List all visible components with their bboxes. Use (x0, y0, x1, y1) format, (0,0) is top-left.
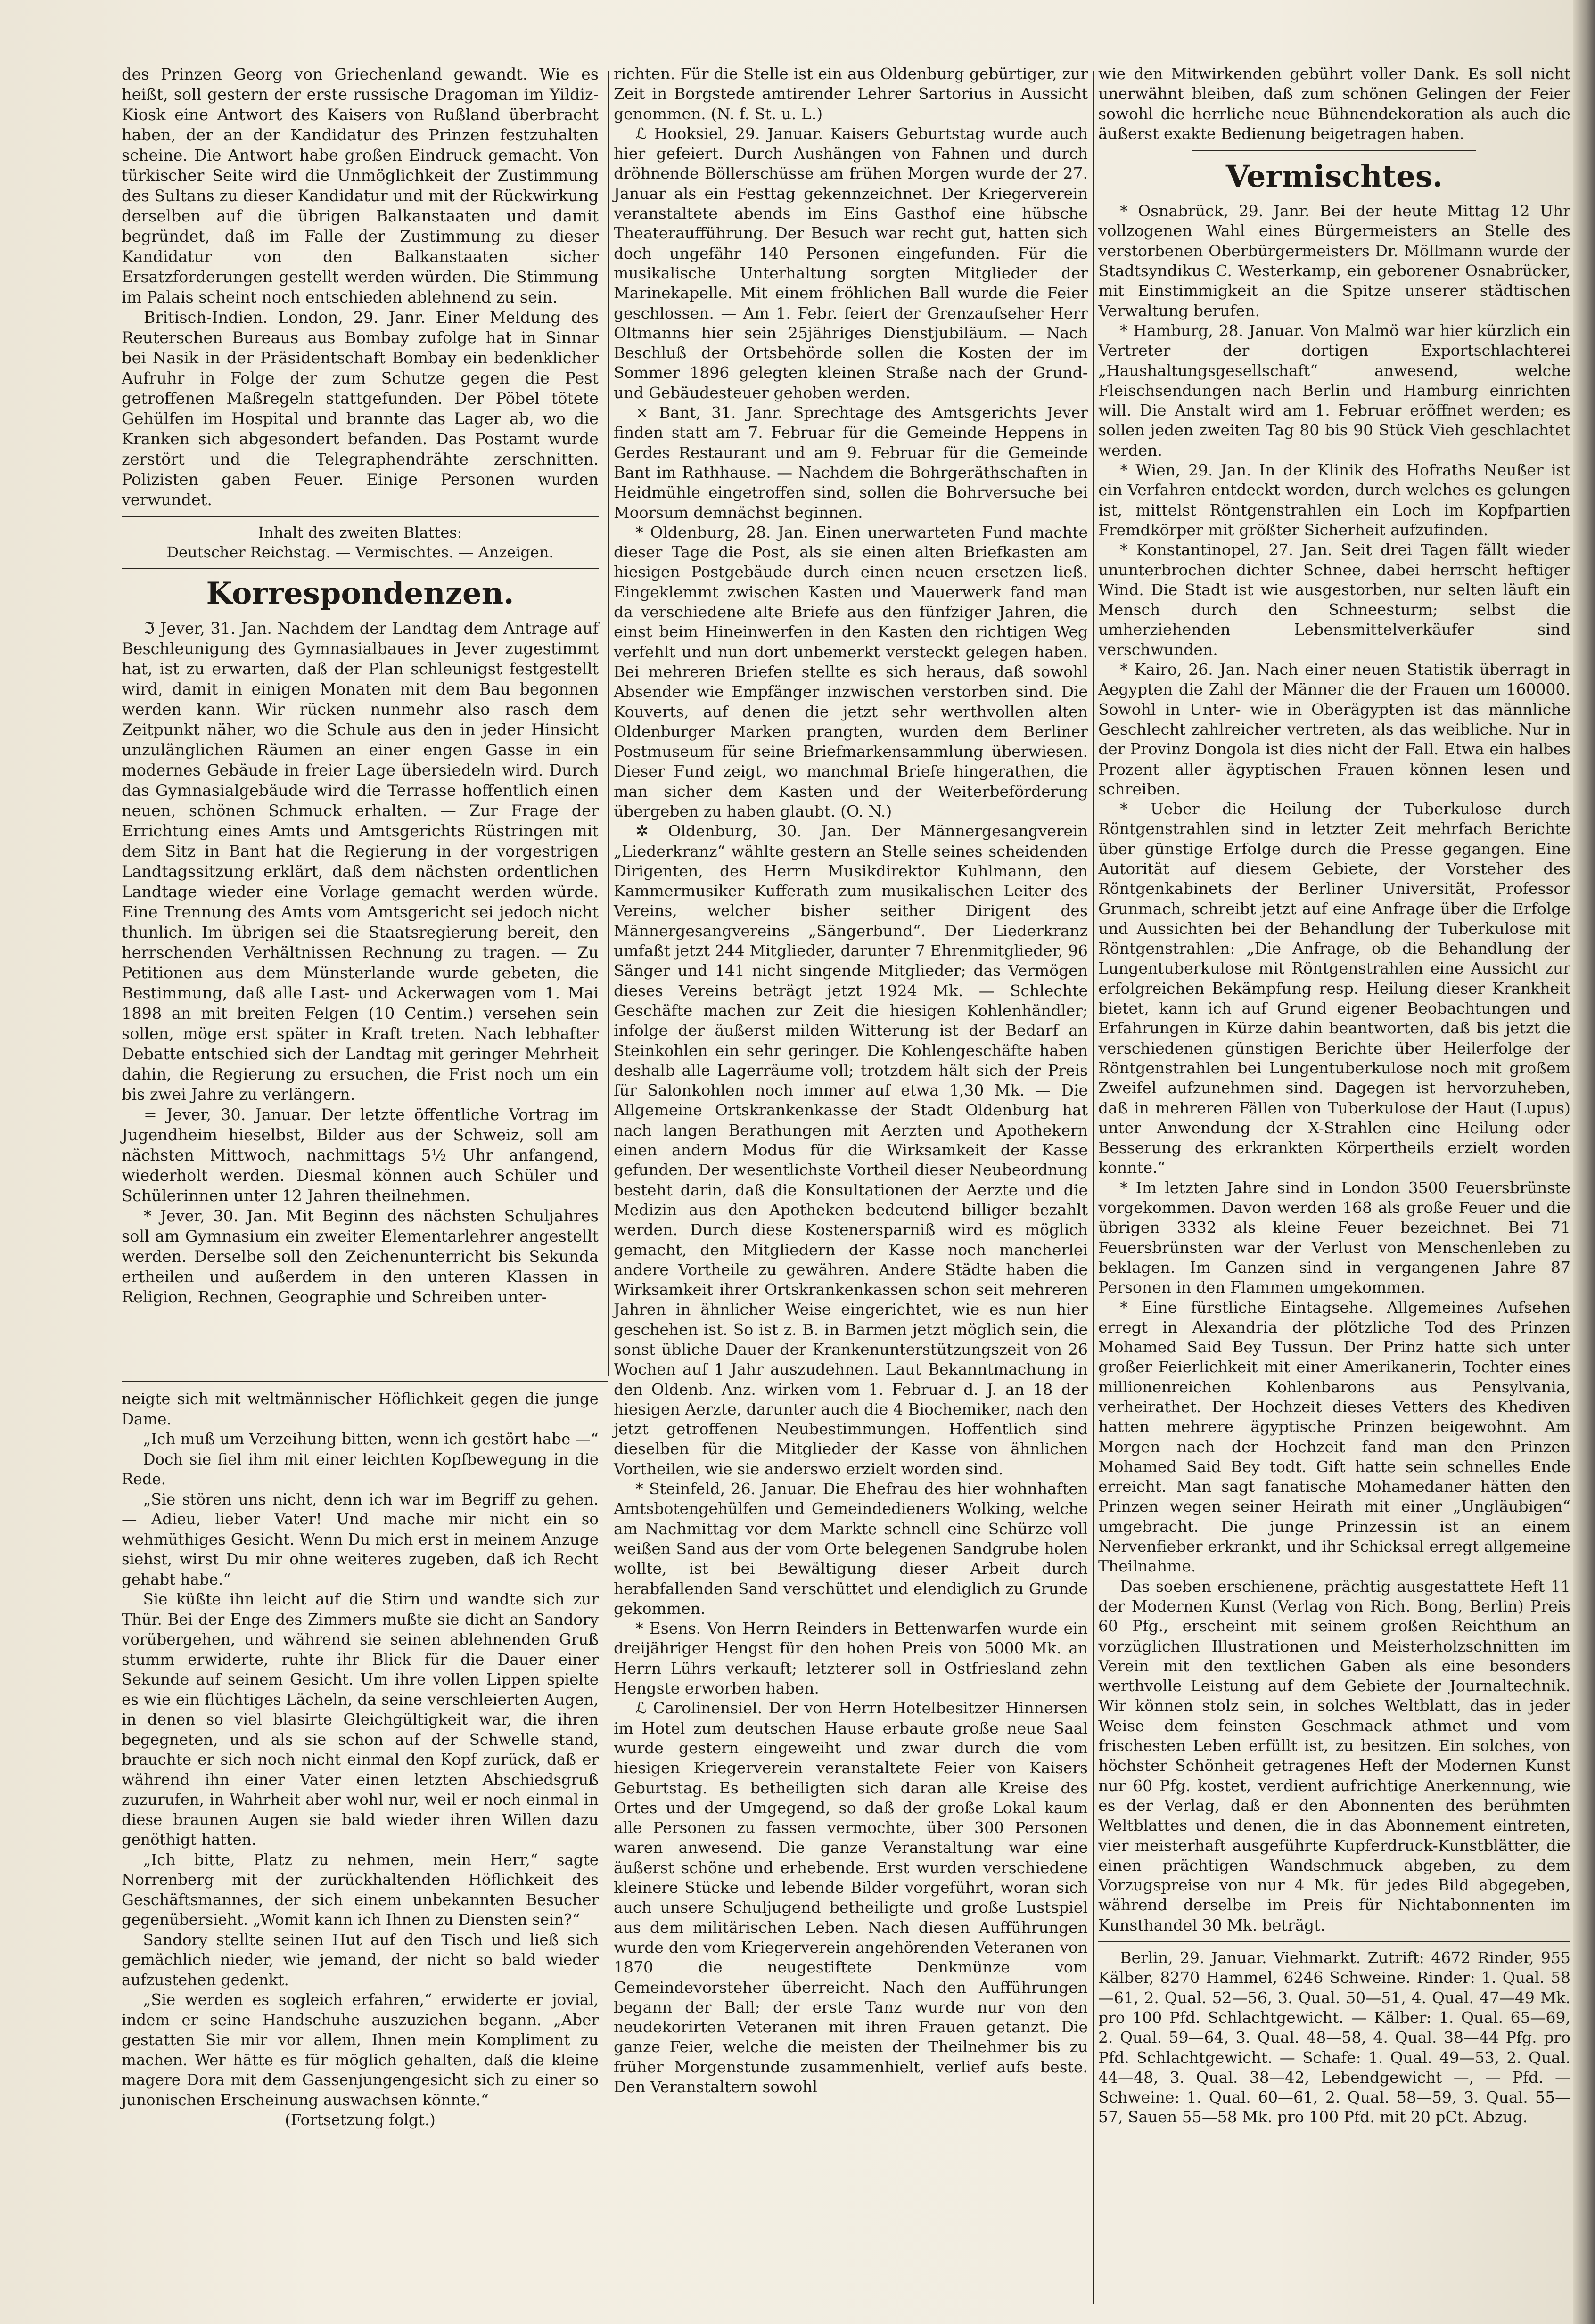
article-kairo: * Kairo, 26. Jan. Nach einer neuen Statistik überragt in Aegypten die Zahl der Männer die der Frauen um 160000. Sowohl in Unter- wie in Oberägypten ist das männliche Geschlecht zahlreicher vertreten, als das weibliche. Nur in der Provinz Dongola ist dies nicht der Fall. Etwa ein halbes Prozent aller ägyptischen Frauen können lesen und schreiben. (1098, 660, 1570, 798)
article-london-feuer: * Im letzten Jahre sind in London 3500 Feuersbrünste vorgekommen. Davon werden 168 als große Feuer und die übrigen 3332 als kleine Feuer bezeichnet. Bei 71 Feuersbrünsten war der Verlust von Menschenleben zu beklagen. Im Ganzen sind in vergangenen Jahre 87 Personen in den Flammen umgekommen. (1098, 1178, 1570, 1297)
page-edge-shadow (1573, 0, 1595, 2324)
feuilleton-paragraph: „Ich muß um Verzeihung bitten, wenn ich gestört habe —“ (143, 1430, 599, 1448)
feuilleton-paragraph: Sandory stellte seinen Hut auf den Tisch und ließ sich gemächlich nieder, wie jemand, der nicht so bald wieder aufzustehen gedenkt. (122, 1931, 599, 1989)
article-continuation: richten. Für die Stelle ist ein aus Oldenburg gebürtiger, zur Zeit in Borgstede amtirender Lehrer Sartorius in Aussicht genommen. (N. f. St. u. L.) (614, 65, 1088, 123)
inhalt-list: Deutscher Reichstag. — Vermischtes. — Anzeigen. (166, 543, 554, 561)
article-wien: * Wien, 29. Jan. In der Klinik des Hofraths Neußer ist ein Verfahren entdeckt worden, durch welches es gelungen ist, mittelst Röntgenstrahlen ein Loch im Kopfpartien Fremdkörper mit größter Sicherheit aufzufinden. (1098, 461, 1570, 539)
article-tuberkulose: * Ueber die Heilung der Tuberkulose durch Röntgenstrahlen sind in letzter Zeit mehrfach Berichte über günstige Erfolge durch die Presse gegangen. Eine Autorität auf diesem Gebiete, der Vorsteher des Röntgenkabinets der Berliner Universität, Professor Grunmach, schreibt jetzt auf eine Anfrage über die Erfolge und Aussichten bei der Behandlung der Tuberkulose mit Röntgenstrahlen: „Die Anfrage, ob die Behandlung der Lungentuberkulose mit Röntgenstrahlen eine Aussicht zur erfolgreichen Bekämpfung resp. Heilung dieser Krankheit bietet, kann ich auf Grund eigener Beobachtungen und Erfahrungen in Kürze dahin beantworten, daß bis jetzt die verschiedenen günstigen Berichte über Heilerfolge der Röntgenstrahlen bei Lungentuberkulose noch mit großem Zweifel aufzunehmen sind. Dagegen ist hervorzuheben, daß in mehreren Fällen von Tuberkulose der Haut (Lupus) unter Anwendung der X-Strahlen eine Heilung oder Besserung des erkrankten Körpertheils erzielt worden konnte.“ (1098, 800, 1570, 1177)
article-jever-30a: = Jever, 30. Januar. Der letzte öffentliche Vortrag im Jugendheim hieselbst, Bilder aus der Schweiz, soll am nächsten Mittwoch, nachmittags 5½ Uhr anfangend, wiederholt werden. Diesmal können auch Schüler und Schülerinnen unter 12 Jahren theilnehmen. (122, 1105, 599, 1205)
article-viehmarkt: Berlin, 29. Januar. Viehmarkt. Zutrift: 4672 Rinder, 955 Kälber, 8270 Hammel, 6246 Schweine. Rinder: 1. Qual. 58—61, 2. Qual. 52—56, 3. Qual. 50—51, 4. Qual. 47—49 Mk. pro 100 Pfd. Schlachtgewicht. — Kälber: 1. Qual. 65—69, 2. Qual. 59—64, 3. Qual. 48—58, 4. Qual. 38—44 Pfg. pro Pfd. Schlachtgewicht. — Schafe: 1. Qual. 49—53, 2. Qual. 44—48, 3. Qual. 38—42, Lebendgewicht —, — Pfd. — Schweine: 1. Qual. 60—61, 2. Qual. 58—59, 3. Qual. 55—57, Sauen 55—58 Mk. pro 100 Pfd. mit 20 pCt. Abzug. (1098, 1948, 1570, 2127)
section-heading-vermischtes: Vermischtes. (1225, 159, 1443, 195)
article-osnabrueck: * Osnabrück, 29. Janr. Bei der heute Mittag 12 Uhr vollzogenen Wahl eines Bürgermeisters an Stelle des verstorbenen Oberbürgermeisters Dr. Möllmann wurde der Stadtsyndikus C. Westerkamp, ein geborener Osnabrücker, mit Einstimmigkeit an die Spitze unserer städtischen Verwaltung berufen. (1098, 202, 1570, 320)
separator-rule (1098, 1941, 1570, 1942)
fortsetzung-note: (Fortsetzung folgt.) (285, 2111, 436, 2129)
feuilleton-paragraph: „Sie stören uns nicht, denn ich war im Begriff zu gehen. — Adieu, lieber Vater! Und mache mir nicht ein so wehmüthiges Gesicht. Wenn Du mich erst in meinem Anzuge siehst, wirst Du mir ohne weiteres zugeben, daß ich Recht gehabt habe.“ (122, 1490, 599, 1588)
column-1-feuilleton (122, 1389, 599, 2130)
article-eintagsehe: * Eine fürstliche Eintagsehe. Allgemeines Aufsehen erregt in Alexandria der plötzliche Tod des Prinzen Mohamed Said Bey Tussun. Der Prinz hatte sich unter großer Feierlichkeit mit einer Amerikanerin, Tochter eines millionenreichen Kohlenbarons aus Pensylvania, verheirathet. Der Hochzeit dieses Vetters des Khediven hatten mehrere ägyptische Prinzen beigewohnt. Am Morgen nach der Hochzeit fand man den Prinzen Mohamed Said Bey todt. Gift hatte sein schnelles Ende erreicht. Man sagt fanatische Mohamedaner hätten den Prinzen wegen seiner Heirath mit einer „Ungläubigen“ umgebracht. Die junge Prinzessin ist an einem Nervenfieber erkrankt, und ihr Schicksal erregt allgemeine Theilnahme. (1098, 1298, 1570, 1576)
article-steinfeld: * Steinfeld, 26. Januar. Die Ehefrau des hier wohnhaften Amtsbotengehülfen und Gemeindedieners Wolking, welche am Nachmittag vor dem Markte schnell eine Schürze voll weißen Sand aus der vom Orte belegenen Sandgrube holen wollte, ist bei Bewältigung dieser Arbeit durch herabfallenden Sand verschüttet und elendiglich zu Grunde gekommen. (614, 1480, 1088, 1618)
column-divider-2 (1093, 71, 1094, 2304)
article-esens: * Esens. Von Herrn Reinders in Bettenwarfen wurde ein dreijähriger Hengst für den hohen Preis von 5000 Mk. an Herrn Lührs verkauft; letzterer soll in Ostfriesland zehn Hengste erworben haben. (614, 1619, 1088, 1698)
column-2 (614, 64, 1088, 2097)
article-britisch-indien: Britisch-Indien. London, 29. Janr. Einer Meldung des Reuterschen Bureaus aus Bombay zufolge hat in Sinnar bei Nasik in der Präsidentschaft Bombay ein bedenklicher Aufruhr in Folge der zum Schutze gegen die Pest getroffenen Maßregeln stattgefunden. Der Pöbel tötete Gehülfen im Hospital und brannte das Lager ab, wo die Kranken sich abgesondert befanden. Das Postamt wurde zerstört und die Telegraphendrähte zerschnitten. Polizisten gaben Feuer. Einige Personen wurden verwundet. (122, 308, 599, 509)
feuilleton-paragraph: neigte sich mit weltmännischer Höflichkeit gegen die junge Dame. (122, 1390, 599, 1428)
article-jever-31: ℑ Jever, 31. Jan. Nachdem der Landtag dem Antrage auf Beschleunigung des Gymnasialbaues in Jever zugestimmt hat, ist zu erwarten, daß der Plan schleunigst festgestellt wird, damit in einigen Monaten mit dem Bau begonnen werden kann. Wir rücken nunmehr also rasch dem Zeitpunkt näher, wo die Schule aus den in jeder Hinsicht unzulänglichen Räumen an einer engen Gasse in ein modernes Gebäude in freier Lage übersiedeln wird. Durch das Gymnasialgebäude wird die Terrasse hoffentlich einen neuen, schönen Schmuck erhalten. — Zur Frage der Errichtung eines Amts und Amtsgerichts Rüstringen mit dem Sitz in Bant hat die Regierung in der vorgestrigen Landtagssitzung erklärt, daß dem nächsten ordentlichen Landtage wieder eine Vorlage gemacht werden würde. Eine Trennung des Amts vom Amtsgericht sei jedoch nicht thunlich. Im übrigen sei die Staatsregierung bereit, den herrschenden Verhältnissen Rechnung zu tragen. — Zu Petitionen aus dem Münsterlande wurde gebeten, die Bestimmung, daß alle Last- und Ackerwagen vom 1. Mai 1898 an mit breiten Felgen (10 Centim.) versehen sein sollen, möge erst später in Kraft treten. Nach lebhafter Debatte entschied sich der Landtag mit geringer Mehrheit dahin, die Regierung zu ersuchen, die Frist noch um ein bis zwei Jahre zu verlängern. (122, 619, 599, 1104)
article-konstantinopel: * Konstantinopel, 27. Jan. Seit drei Tagen fällt wieder ununterbrochen dichter Schnee, dabei herrscht heftiger Wind. Die Stadt ist wie ausgestorben, nur selten läuft ein Mensch durch den Schneesturm; selbst die umherziehenden Lebensmittelverkäufer sind verschwunden. (1098, 540, 1570, 659)
feuilleton-divider (122, 1381, 608, 1382)
column-3 (1098, 64, 1570, 2128)
article-continuation: wie den Mitwirkenden gebührt voller Dank. Es soll nicht unerwähnt bleiben, daß zum schönen Gelingen der Feier sowohl die herrliche neue Bühnendekoration als auch die äußerst exakte Bedienung beigetragen haben. (1098, 65, 1570, 143)
inhalt-title: Inhalt des zweiten Blattes: (258, 524, 462, 541)
article-moderne-kunst: Das soeben erschienene, prächtig ausgestattete Heft 11 der Modernen Kunst (Verlag von Rich. Bong, Berlin) Preis 60 Pfg., erscheint mit seinem großen Reichthum an vorzüglichen Illustrationen und Meisterholzschnitten im Verein mit den textlichen Gaben als eine besonders werthvolle Leistung auf dem Gebiete der Journaltechnik. Wir können stolz sein, in solches Weltblatt, das in jeder Weise dem feinsten Geschmack athmet und vom frischesten Leben erfüllt ist, zu besitzen. Ein solches, von höchster Schönheit getragenes Heft der Modernen Kunst nur 60 Pfg. kostet, verdient aufrichtige Anerkennung, wie es der Verlag, daß er den Abonnenten des berühmten Weltblattes und denen, die in das Abonnement eintreten, vier meisterhaft ausgeführte Kupferdruck-Kunstblätter, die einen prächtigen Wandschmuck abgeben, zu dem Vorzugspreise von nur 4 Mk. für jedes Bild abgegeben, während derselbe im Preis für Nichtabonnenten im Kunsthandel 30 Mk. beträgt. (1098, 1577, 1570, 1934)
feuilleton-paragraph: Sie küßte ihn leicht auf die Stirn und wandte sich zur Thür. Bei der Enge des Zimmers mußte sie dicht an Sandory vorübergehen, und während sie seinen ablehnenden Gruß stumm erwiderte, ruhte ihr Blick für die Dauer einer Sekunde auf seinem Gesicht. Um ihre vollen Lippen spielte es wie ein flüchtiges Lächeln, da seine verschleierten Augen, in denen so viel blasirte Gleichgültigkeit war, die ihren begegneten, und als sie schon auf der Schwelle stand, brauchte er sich noch nicht einmal den Kopf zurück, daß er während ihn einer Vater einen letzten Abschiedsgruß zuzurufen, in Wahrheit aber wohl nur, weil er noch einmal in diese braunen Augen sie bald wieder ihren Willen dazu genöthigt hatten. (122, 1590, 599, 1849)
separator-rule (122, 568, 599, 569)
inhalt-box (122, 523, 599, 562)
separator-rule (122, 516, 599, 517)
article-oldenburg-30: ✲ Oldenburg, 30. Jan. Der Männergesangverein „Liederkranz“ wählte gestern an Stelle seines scheidenden Dirigenten, des Herrn Musikdirektor Kuhlmann, den Kammermusiker Kufferath zum musikalischen Leiter des Vereins, welcher bisher seither Dirigent des Männergesangvereins „Sängerbund“. Der Liederkranz umfaßt jetzt 244 Mitglieder, darunter 7 Ehrenmitglieder, 96 Sänger und 141 nicht singende Mitglieder; das Vermögen dieses Vereins beträgt jetzt 1924 Mk. — Schlechte Geschäfte machen zur Zeit die hiesigen Kohlenhändler; infolge der äußerst milden Witterung ist der Bedarf an Steinkohlen ein sehr geringer. Die Kohlengeschäfte haben deshalb alle Lagerräume voll; trotzdem hält sich der Preis für Salonkohlen noch immer auf etwa 1,30 Mk. — Die Allgemeine Ortskrankenkasse der Stadt Oldenburg hat nach langen Berathungen mit Aerzten und Apothekern einen andern Modus für die Wirksamkeit der Kasse gefunden. Der wesentlichste Vortheil dieser Neubeordnung besteht darin, daß die Konsultationen der Aerzte und die Medizin aus den Apotheken bedeutend billiger bezahlt werden. Durch diese Kostenersparniß wird es möglich gemacht, den Mitgliedern der Kasse noch mancherlei andere Vortheile zu gewähren. Andere Städte haben die Wirksamkeit ihrer Ortskrankenkassen schon seit mehreren Jahren in ähnlicher Weise eingerichtet, wie es nun hier geschehen ist. So ist z. B. in Barmen jetzt möglich sein, die sonst übliche Dauer der Krankenunterstützungszeit von 26 Wochen auf 1 Jahr auszudehnen. Laut Bekanntmachung in den Oldenb. Anz. wirken vom 1. Februar d. J. an 18 der hiesigen Aerzte, darunter auch die 4 Biochemiker, nach den jetzt getroffenen Neubestimmungen. Hoffentlich sind dieselben für die Mitglieder der Kasse von ähnlichen Vortheilen, wie sie anderswo erzielt worden sind. (614, 822, 1088, 1478)
feuilleton-paragraph: Doch sie fiel ihm mit einer leichten Kopfbewegung in die Rede. (122, 1450, 599, 1488)
separator-rule (1192, 150, 1476, 151)
section-heading-korrespondenzen: Korrespondenzen. (206, 576, 514, 611)
article-carolinensiel: ℒ Carolinensiel. Der von Herrn Hotelbesitzer Hinnersen im Hotel zum deutschen Hause erbaute große neue Saal wurde gestern eingeweiht und zwar durch die vom hiesigen Kriegerverein veranstaltete Feier von Kaisers Geburtstag. Es betheiligten sich daran alle Kreise des Ortes und der Umgegend, so daß der große Lokal kaum alle Personen zu fassen vermochte, über 300 Personen waren anwesend. Die ganze Veranstaltung war eine äußerst schöne und erhebende. Erst wurden verschiedene kleinere Stücke und lebende Bilder vorgeführt, woran sich auch unsere Schuljugend betheiligte und große Lustspiel aus dem militärischen Leben. Nach diesen Aufführungen wurde den vom Kriegerverein angehörenden Veteranen von 1870 die neugestiftete Denkmünze vom Gemeindevorsteher überreicht. Nach den Aufführungen begann der Ball; der erste Tanz wurde nur von den neudekorirten Veteranen mit ihren Frauen getanzt. Die ganze Feier, welche die meisten der Theilnehmer bis zu früher Morgenstunde zusammenhielt, verlief aufs beste. Den Veranstaltern sowohl (614, 1699, 1088, 2096)
feuilleton-paragraph: „Sie werden es sogleich erfahren,“ erwiderte er jovial, indem er seine Handschuhe auszuziehen begann. „Aber gestatten Sie mir vor allem, Ihnen mein Kompliment zu machen. Wer hätte es für möglich gehalten, daß die kleine magere Dora mit dem Gassenjungengesicht sich zu einer so junonischen Erscheinung auswachsen könnte.“ (122, 1991, 599, 2109)
column-1-top (122, 64, 599, 1307)
article-griechenland: des Prinzen Georg von Griechenland gewandt. Wie es heißt, soll gestern der erste russische Dragoman im Yildiz-Kiosk eine Antwort des Kaisers von Rußland überbracht haben, der an der Kandidatur des Prinzen festzuhalten scheine. Die Antwort habe großen Eindruck gemacht. Von türkischer Seite wird die Unmöglichkeit der Zustimmung des Sultans zu dieser Kandidatur und mit der Rückwirkung derselben auf die übrigen Balkanstaaten und damit begründet, daß im Falle der Zustimmung zu dieser Kandidatur von den Balkanstaaten sicher Ersatzforderungen gestellt werden würden. Die Stimmung im Palais scheint noch entschieden ablehnend zu sein. (122, 65, 599, 306)
article-hooksiel: ℒ Hooksiel, 29. Januar. Kaisers Geburtstag wurde auch hier gefeiert. Durch Aushängen von Fahnen und durch dröhnende Böllerschüsse am frühen Morgen wurde der 27. Januar als ein Festtag gekennzeichnet. Der Kriegerverein veranstaltete abends im Eins Gasthof eine hübsche Theateraufführung. Der Besuch war recht gut, hatten sich doch ungefähr 140 Personen eingefunden. Für die musikalische Unterhaltung sorgten Mitglieder der Marinekapelle. Mit einem fröhlichen Ball wurde die Feier geschlossen. — Am 1. Febr. feiert der Grenzaufseher Herr Oltmanns hier sein 25jähriges Dienstjubiläum. — Nach Beschluß der Ortsbehörde sollen die Kosten der im Sommer 1896 gelegten kleinen Straße nach der Grund- und Gebäudesteuer gehoben werden. (614, 124, 1088, 402)
article-oldenburg-28: * Oldenburg, 28. Jan. Einen unerwarteten Fund machte dieser Tage die Post, als sie einen alten Briefkasten am hiesigen Postgebäude durch einen neuen ersetzen ließ. Eingeklemmt zwischen Kasten und Mauerwerk fand man da verschiedene alte Briefe aus den fünfziger Jahren, die einst beim Hineinwerfen in den Kasten den richtigen Weg verfehlt und nun dort unbemerkt versteckt gelegen haben. Bei mehreren Briefen stellte es sich heraus, daß sowohl Absender wie Empfänger inzwischen verstorben sind. Die Kouverts, auf denen die jetzt sehr werthvollen alten Oldenburger Marken prangten, wurden dem Berliner Postmuseum für seine Briefmarkensammlung überwiesen. Dieser Fund zeigt, wo manchmal Briefe hingerathen, die man sicher dem Kasten und der Weiterbeförderung übergeben zu haben glaubt. (O. N.) (614, 523, 1088, 820)
column-divider-1 (608, 71, 609, 1376)
article-bant: ⨯ Bant, 31. Janr. Sprechtage des Amtsgerichts Jever finden statt am 7. Februar für die Gemeinde Heppens in Gerdes Restaurant und am 9. Februar für die Gemeinde Bant im Rathhause. — Nachdem die Bohrgeräthschaften in Heidmühle eingetroffen sind, sollen die Bohrversuche bei Moorsum demnächst beginnen. (614, 403, 1088, 522)
article-hamburg: * Hamburg, 28. Januar. Von Malmö war hier kürzlich ein Vertreter der dortigen Exportschlachterei „Haushaltungsgesellschaft“ anwesend, welche Fleischsendungen nach Berlin und Hamburg einrichten will. Die Anstalt wird am 1. Februar eröffnet werden; es sollen jeden zweiten Tag 80 bis 90 Stück Vieh geschlachtet werden. (1098, 321, 1570, 459)
article-jever-30b: * Jever, 30. Jan. Mit Beginn des nächsten Schuljahres soll am Gymnasium ein zweiter Elementarlehrer angestellt werden. Derselbe soll den Zeichenunterricht bis Sekunda ertheilen und außerdem in den unteren Klassen in Religion, Rechnen, Geographie und Schreiben unter- (122, 1207, 599, 1306)
feuilleton-paragraph: „Ich bitte, Platz zu nehmen, mein Herr,“ sagte Norrenberg mit der zurückhaltenden Höflichkeit des Geschäftsmannes, der sich einem unbekannten Besucher gegenübersieht. „Womit kann ich Ihnen zu Diensten sein?“ (122, 1850, 599, 1929)
